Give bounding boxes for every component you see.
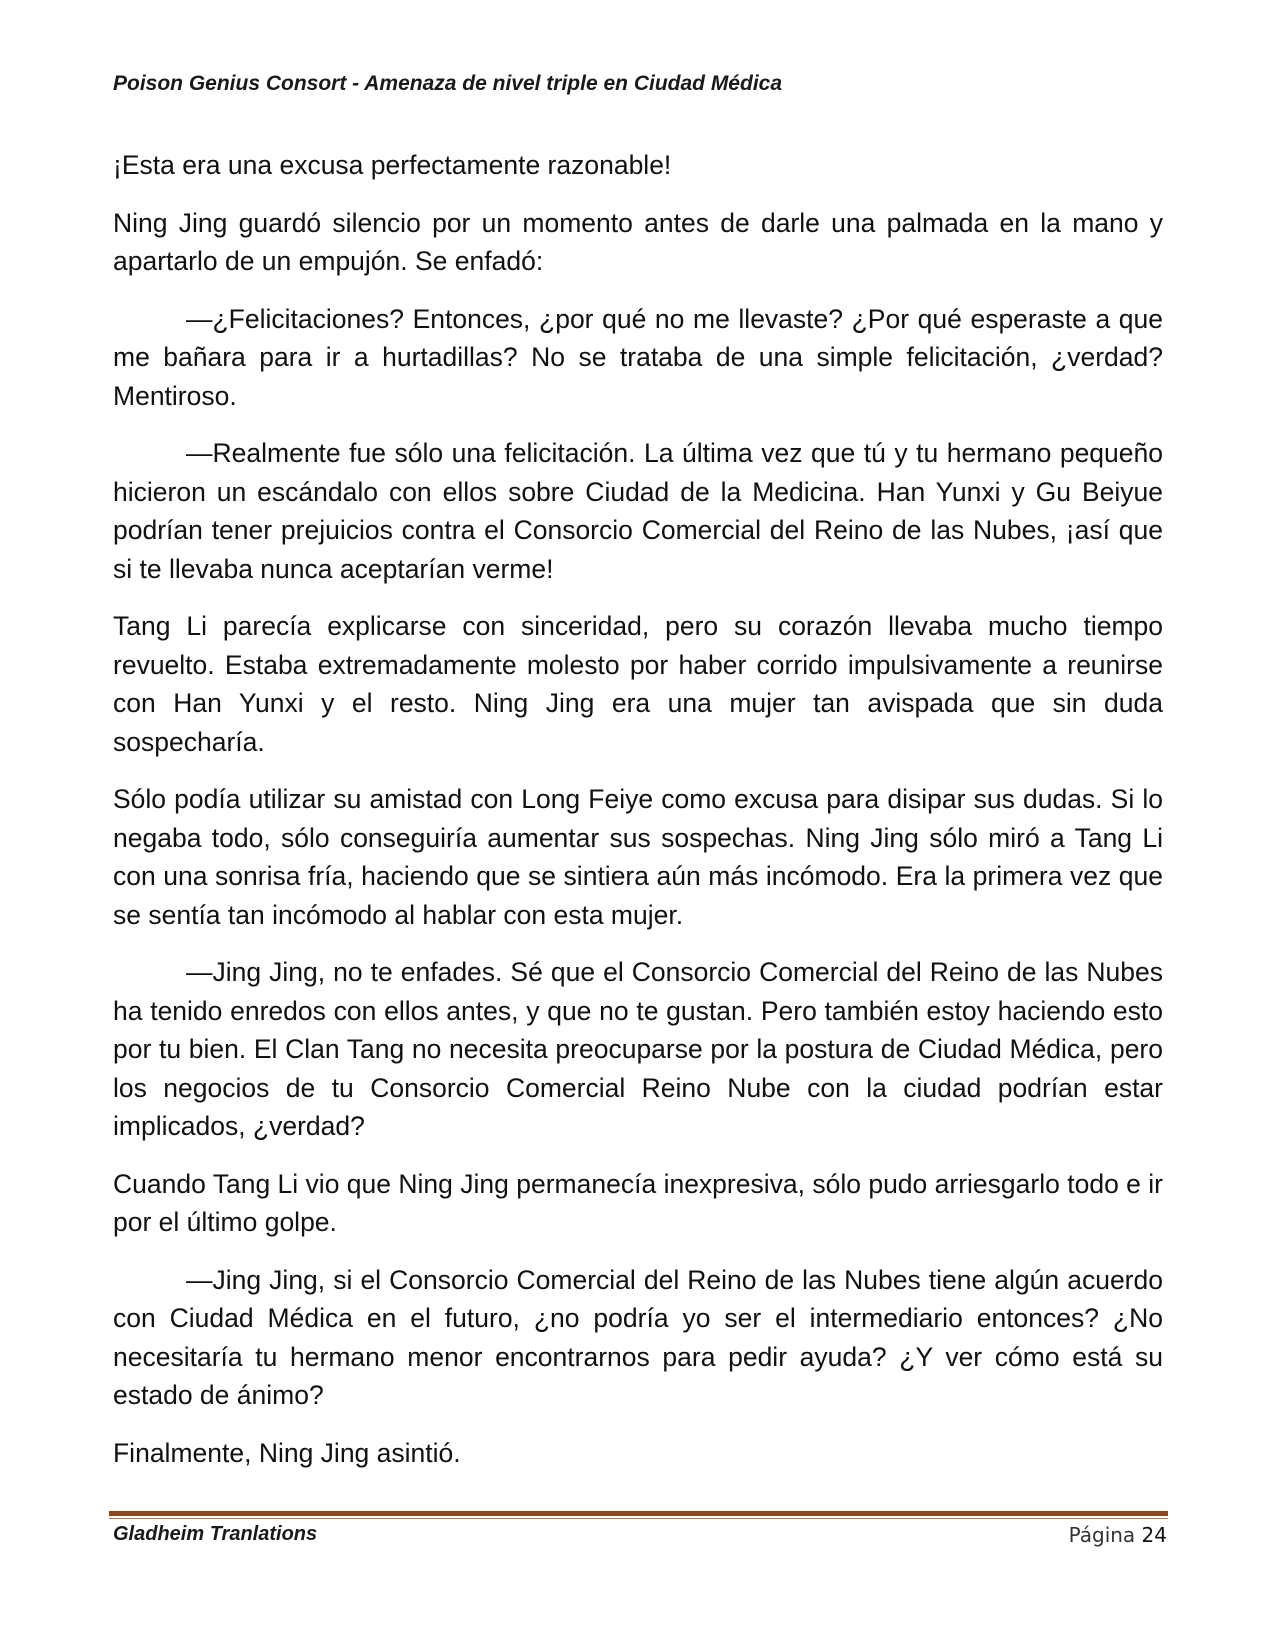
paragraph-10: Finalmente, Ning Jing asintió. <box>113 1437 461 1468</box>
paragraph-2: Ning Jing guardó silencio por un momento antes de darle una palmada en la mano y apartarlo de un empujón. Se enfadó: <box>113 207 1163 276</box>
page-label: Página <box>1068 1523 1136 1547</box>
body-text <box>113 146 1163 1491</box>
paragraph-1: ¡Esta era una excusa perfectamente razonable! <box>113 150 672 180</box>
footer-credit: Gladheim Tranlations <box>113 1523 318 1545</box>
paragraph-8: Cuando Tang Li vio que Ning Jing permanecía inexpresiva, sólo pudo arriesgarlo todo e ir por el último golpe. <box>113 1168 1163 1237</box>
dialogue-paragraph-9: —Jing Jing, si el Consorcio Comercial del Reino de las Nubes tiene algún acuerdo con Ciudad Médica en el futuro, ¿no podría yo ser el intermediario entonces? ¿No necesitaría tu hermano menor encontrarnos para pedir ayuda? ¿Y ver cómo está su estado de ánimo? <box>113 1264 1163 1410</box>
dialogue-paragraph-3: —¿Felicitaciones? Entonces, ¿por qué no me llevaste? ¿Por qué esperaste a que me bañara para ir a hurtadillas? No se trataba de una simple felicitación, ¿verdad? Mentiroso. <box>113 303 1163 411</box>
page-number-block <box>1069 1523 1167 1547</box>
footer-divider <box>109 1511 1168 1516</box>
paragraph-6: Sólo podía utilizar su amistad con Long Feiye como excusa para disipar sus dudas. Si lo negaba todo, sólo conseguiría aumentar sus sospechas. Ning Jing sólo miró a Tang Li con una sonrisa fría, haciendo que se sintiera aún más incómodo. Era la primera vez que se sentía tan incómodo al hablar con esta mujer. <box>113 784 1163 930</box>
running-header: Poison Genius Consort - Amenaza de nivel triple en Ciudad Médica <box>113 72 783 95</box>
page-number: 24 <box>1141 1523 1167 1547</box>
paragraph-5: Tang Li parecía explicarse con sinceridad, pero su corazón llevaba mucho tiempo revuelto. Estaba extremadamente molesto por haber corrido impulsivamente a reunirse con Han Yunxi y el resto. Ning Jing era una mujer tan avispada que sin duda sospecharía. <box>113 611 1163 757</box>
footer-divider-thin <box>109 1518 1168 1519</box>
dialogue-paragraph-7: —Jing Jing, no te enfades. Sé que el Consorcio Comercial del Reino de las Nubes ha tenido enredos con ellos antes, y que no te gustan. Pero también estoy haciendo esto por tu bien. El Clan Tang no necesita preocuparse por la postura de Ciudad Médica, pero los negocios de tu Consorcio Comercial Reino Nube con la ciudad podrían estar implicados, ¿verdad? <box>113 957 1163 1141</box>
dialogue-paragraph-4: —Realmente fue sólo una felicitación. La última vez que tú y tu hermano pequeño hicieron un escándalo con ellos sobre Ciudad de la Medicina. Han Yunxi y Gu Beiyue podrían tener prejuicios contra el Consorcio Comercial del Reino de las Nubes, ¡así que si te llevaba nunca aceptarían verme! <box>113 438 1163 584</box>
